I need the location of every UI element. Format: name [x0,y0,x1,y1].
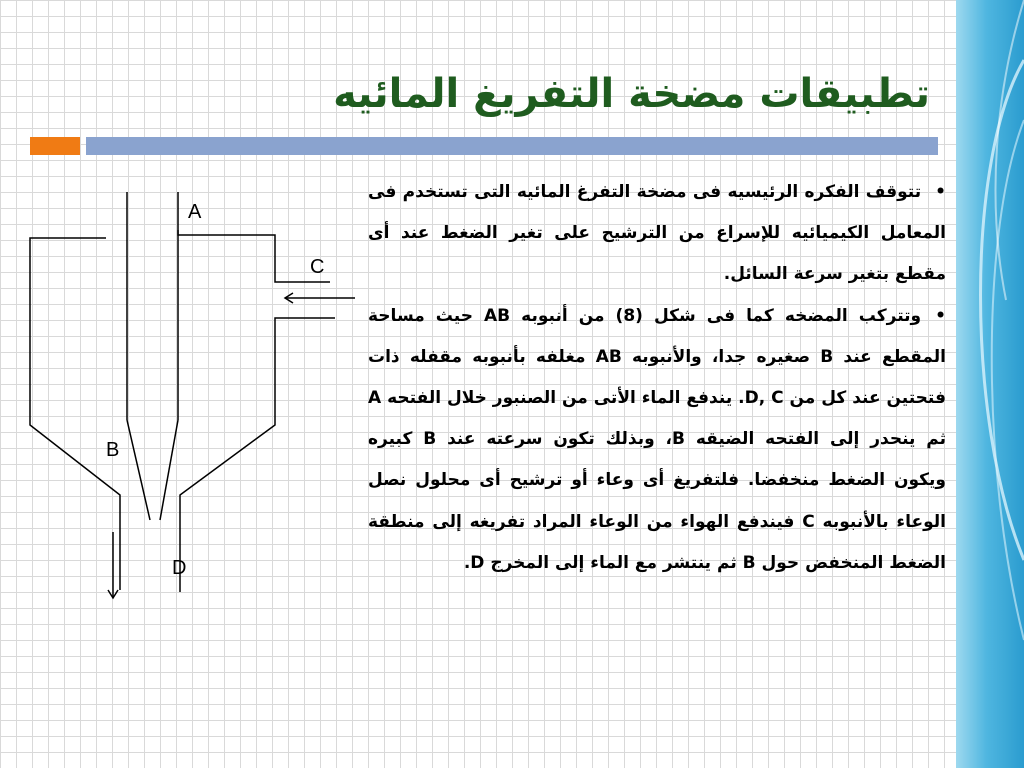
wave-decoration [956,0,1024,768]
slide-title: تطبيقات مضخة التفريغ المائيه [333,71,930,117]
decorative-side-band [956,0,1024,768]
label-d: D [172,557,187,579]
label-a: A [188,201,202,223]
outer-casing-right [178,230,330,282]
bullet-1: • [935,182,946,202]
title-accent-bar [30,137,80,155]
paragraph-2-text: وتتركب المضخه كما فى شكل (8) من أنبوبه AB حيث مساحة المقطع عند B صغيره جدا، والأنبوبه AB مغلفه بأنبوبه مقفله ذات فتحتين عند كل من D, C. يندفع الماء الأتى من الصنبور خلال الفتحه A ثم ينحدر إلى الفتحه الضيقه B، وبذلك تكون سرعته عند B كبيره ويكون الضغط منخفضا. فلتفريغ أى وعاء أو ترشيح أى محلول نصل الوعاء بالأنبوبه C فيندفع الهواء من الوعاء المراد تفريغه إلى منطقة الضغط المنخفض حول B ثم ينتشر مع الماء إلى المخرج D. [368,305,947,573]
paragraph-1 [368,172,946,296]
pump-diagram [20,180,365,610]
outer-casing-left [30,238,120,590]
outer-casing-lower-right [180,318,335,592]
slide-body [368,172,946,584]
bullet-2: • [935,305,946,326]
label-c: C [310,256,325,278]
title-underline-bar [86,137,938,155]
label-b: B [106,439,120,461]
paragraph-2 [368,296,946,584]
paragraph-1-text: تتوقف الفكره الرئيسيه فى مضخة التفرغ المائيه التى تستخدم فى المعامل الكيميائيه للإسراع من الترشيح على تغير الضغط عند أى مقطع بتغير سرعة السائل. [368,182,946,285]
